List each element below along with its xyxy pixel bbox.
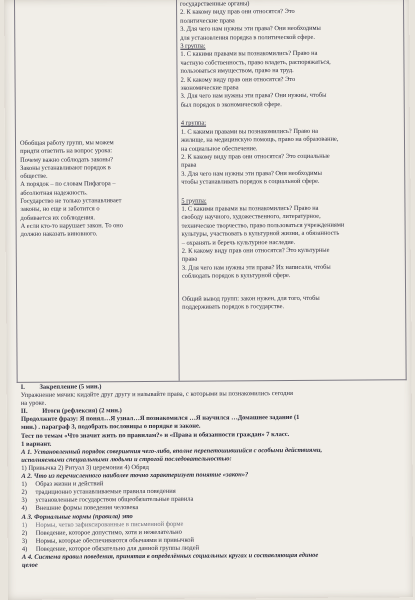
group2-line: политические права: [180, 17, 235, 25]
group4-line: на социальное обеспечение.: [181, 144, 258, 153]
group3-line: пользоваться имуществом, право на труд.: [180, 67, 294, 76]
lesson-table: [14, 0, 407, 383]
group5-line: техническое творчество, право пользоваться учреждениями: [181, 221, 345, 230]
reflection-phrase: Продолжите фразу: Я понял…Я узнал…Я познакомился …Я научился …Домашнее задание (1: [20, 414, 300, 424]
option-text: Нормы, четко зафиксированные в письменной форме: [35, 520, 184, 529]
question-a4-title: целое: [21, 561, 38, 569]
group4-line: 3. Для чего нам нужны эти права? Они необходимы: [181, 169, 322, 178]
group5-line: 3. Для чего нам нужны эти права? Их написали, чтобы: [181, 263, 331, 272]
section1-number: I.: [20, 383, 25, 391]
group5-line: права: [181, 256, 198, 264]
summary-line: Законы устанавливают порядок в: [20, 164, 111, 172]
group5-line: 1. С какими правами вы познакомились? Право на: [181, 204, 319, 213]
question-a4-title: А 4. Система правил поведения, принятая в определённых социальных кругах и составляющая единое: [21, 551, 319, 561]
group2-line: 2. К какому виду прав они относятся? Это: [180, 8, 295, 17]
option-text: Внешние формы поведения человека: [35, 504, 139, 513]
group5-line: соблюдать порядок в культурной сфере.: [181, 272, 291, 280]
summary-line: обществе.: [20, 172, 48, 181]
homework-text: мин.) . параграф 3, подобрать пословицы о порядке и законе.: [20, 423, 201, 432]
summary-line: Обобщая работу групп, мы можем: [19, 139, 114, 147]
summary-line: Почему важно соблюдать законы?: [20, 155, 113, 164]
option-text: установленные государством общеобязательные правила: [35, 496, 194, 505]
group3-line: экономические права: [180, 84, 239, 92]
option-number: 2): [21, 529, 28, 537]
summary-text: [20, 139, 171, 240]
group4-line: 1. С какими правами вы познакомились? Право на: [180, 127, 319, 136]
summary-line: абсолютная надежность.: [20, 189, 88, 197]
group5-title: 5 группа:: [181, 197, 207, 205]
group3-line: 3. Для чего нам нужны эти права? Они нужны, чтобы: [180, 92, 327, 101]
group3-line: был порядок в экономической сфере.: [180, 100, 282, 109]
option-number: 3): [21, 537, 28, 545]
conclusion-line: Общий вывод групп: закон нужен, для того, чтобы: [182, 294, 320, 303]
group5-line: 2. К какому виду прав они относятся? Это культурные: [181, 246, 330, 255]
section2-number: II.: [20, 408, 28, 416]
summary-line: А если кто-то нарушает закон. То оно: [20, 222, 123, 230]
groups-text: [180, 0, 402, 312]
group4-title: 4 группа:: [180, 119, 207, 128]
group4-line: 2. К какому виду прав они относятся? Это социальные: [181, 152, 330, 161]
question-a2-title: А 2. Что из перечисленного наиболее точно характеризует понятие «закон»?: [21, 471, 249, 480]
question-a1-title: исполняемыми специальными людьми и строгой последовательностью:: [21, 455, 232, 464]
section1-text: Упражнение мячик: кидайте друг другу и называйте права, с которыми вы познакомились сегодня: [20, 390, 293, 399]
conclusion-line: поддерживать порядок в государстве.: [182, 303, 285, 311]
summary-line: законы, но еще и заботится о: [20, 205, 100, 214]
group5-line: – охранять и беречь культурное наследие.: [181, 238, 296, 247]
spacer: [182, 280, 402, 296]
section1-text: на уроке.: [20, 399, 47, 408]
question-a1-options: 1) Привычка 2) Ритуал 3) церемония 4) Обряд: [21, 463, 149, 472]
group3-line: частную собственность, право владеть, распоряжаться,: [180, 58, 331, 67]
section2-title: Итоги (рефлексия) (2 мин.): [42, 407, 122, 416]
table-left-column: [15, 0, 180, 382]
group4-line: жилище, на медицинскую помощь, право на образование,: [180, 135, 339, 144]
question-a1-title: А 1. Установленный порядок совершения чего-либо, вполне перепетошившийся с особыми действиями,: [21, 446, 323, 456]
option-text: Поведение, которое обязательно для данной группы людей: [35, 544, 200, 553]
group2-line: государственные органы): [180, 0, 250, 8]
group2-line: для установления порядка в политической сфере.: [180, 33, 315, 42]
option-text: Поведение, которое допустимо, хотя и нежелательно: [35, 528, 182, 537]
group5-line: культуры, участвовать в культурной жизни, а обязанность: [181, 229, 340, 238]
option-number: 4): [21, 545, 28, 553]
summary-line: добивается их соблюдения.: [20, 214, 95, 222]
section1-title: Закрепление (5 мин.): [39, 383, 102, 391]
group3-title: 3 группа:: [180, 42, 206, 50]
group2-line: 3. Для чего нам нужны эти права? Они необходимы: [180, 25, 321, 33]
lesson-continuation: [21, 381, 407, 570]
option-number: 3): [21, 497, 27, 505]
option-text: Образ жизни и действий: [35, 480, 104, 488]
option-text: традиционно устанавливаемые правила поведения: [35, 488, 176, 497]
document-page: [4, 0, 413, 600]
summary-line: придти ответить на вопрос урока:: [20, 147, 113, 156]
option-number: 4): [21, 505, 27, 513]
group3-line: 1. С какими правами вы познакомились? Право на: [180, 50, 318, 59]
group4-line: чтобы устанавливать порядок в социальной сфере.: [181, 177, 320, 186]
variant-label: 1 вариант.: [21, 440, 52, 448]
group3-line: 2. К какому виду прав они относятся? Это: [180, 75, 296, 84]
question-a3-title: А 3. Формальные нормы (правила) это: [21, 512, 133, 521]
summary-line: А порядок – по словам Пифагора –: [20, 180, 116, 189]
table-right-column: [177, 0, 406, 381]
summary-line: Государство не только устанавливает: [20, 197, 122, 205]
option-number: 2): [21, 489, 27, 497]
group4-line: права: [181, 161, 197, 170]
summary-line: должно наказать виновного.: [20, 230, 98, 239]
option-text: Нормы, которые обеспечиваются обычаями и привычкой: [35, 536, 195, 545]
option-number: 1): [21, 521, 28, 529]
group5-line: свободу научного, художественного, литературное,: [181, 213, 321, 222]
option-number: 1): [21, 480, 27, 489]
test-title: Тест по темам «Что значит жить по правилам?» и «Права и обязанности граждан» 7 класс.: [21, 430, 290, 440]
